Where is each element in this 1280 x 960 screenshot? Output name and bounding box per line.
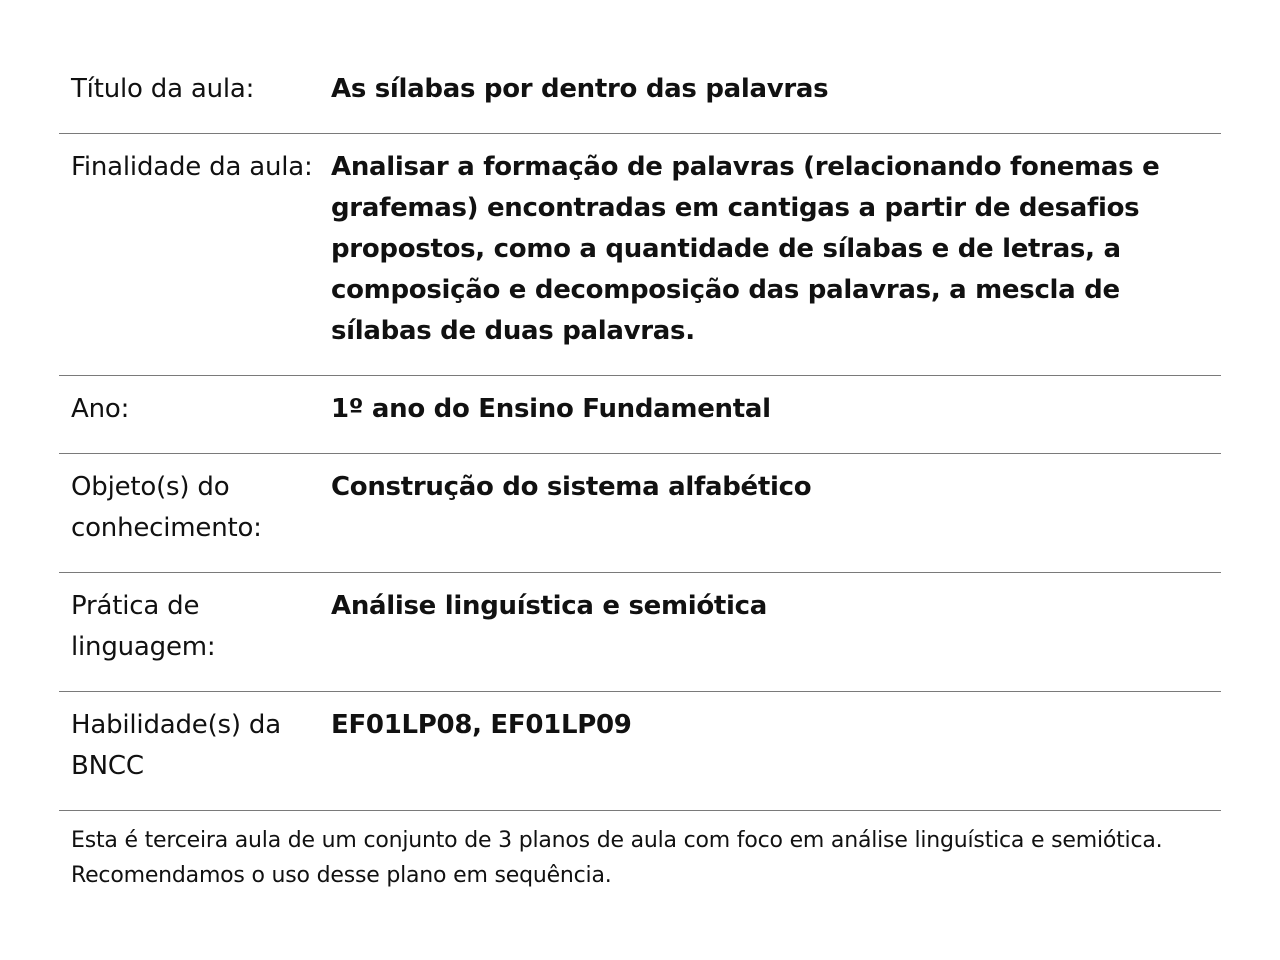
row-school-year [59, 376, 1221, 454]
row-lesson-title [59, 68, 1221, 134]
bncc-skills-label: Habilidade(s) da BNCC [71, 710, 281, 781]
row-bncc-skills [59, 692, 1221, 811]
lesson-title-label: Título da aula: [71, 74, 255, 104]
row-language-practice [59, 573, 1221, 692]
row-value-cell [331, 134, 1221, 376]
row-lesson-purpose [59, 134, 1221, 376]
bncc-skills-value: EF01LP08, EF01LP09 [331, 710, 632, 740]
lesson-purpose-label: Finalidade da aula: [71, 152, 313, 182]
row-label-cell [59, 454, 331, 573]
knowledge-objects-value: Construção do sistema alfabético [331, 472, 812, 502]
row-label-cell [59, 692, 331, 811]
row-value-cell [331, 68, 1221, 134]
language-practice-label: Prática de linguagem: [71, 591, 216, 662]
lesson-info-sheet [59, 68, 1221, 893]
lesson-purpose-value: Analisar a formação de palavras (relacionando fonemas e grafemas) encontradas em cantigas a partir de desafios propostos, como a quantidade de sílabas e de letras, a composição e decomposição das palavras, a mescla de sílabas de duas palavras. [331, 152, 1160, 346]
row-value-cell [331, 376, 1221, 454]
row-value-cell [331, 573, 1221, 692]
row-label-cell [59, 134, 331, 376]
language-practice-value: Análise linguística e semiótica [331, 591, 768, 621]
row-value-cell [331, 692, 1221, 811]
row-knowledge-objects [59, 454, 1221, 573]
row-label-cell [59, 376, 331, 454]
row-label-cell [59, 573, 331, 692]
row-label-cell [59, 68, 331, 134]
lesson-title-value: As sílabas por dentro das palavras [331, 74, 829, 104]
knowledge-objects-label: Objeto(s) do conhecimento: [71, 472, 262, 543]
school-year-value: 1º ano do Ensino Fundamental [331, 394, 771, 424]
lesson-info-table [59, 68, 1221, 811]
row-value-cell [331, 454, 1221, 573]
sequence-note: Esta é terceira aula de um conjunto de 3 planos de aula com foco em análise linguística e semiótica. Recomendamos o uso desse plano em sequência. [71, 828, 1163, 888]
school-year-label: Ano: [71, 394, 130, 424]
